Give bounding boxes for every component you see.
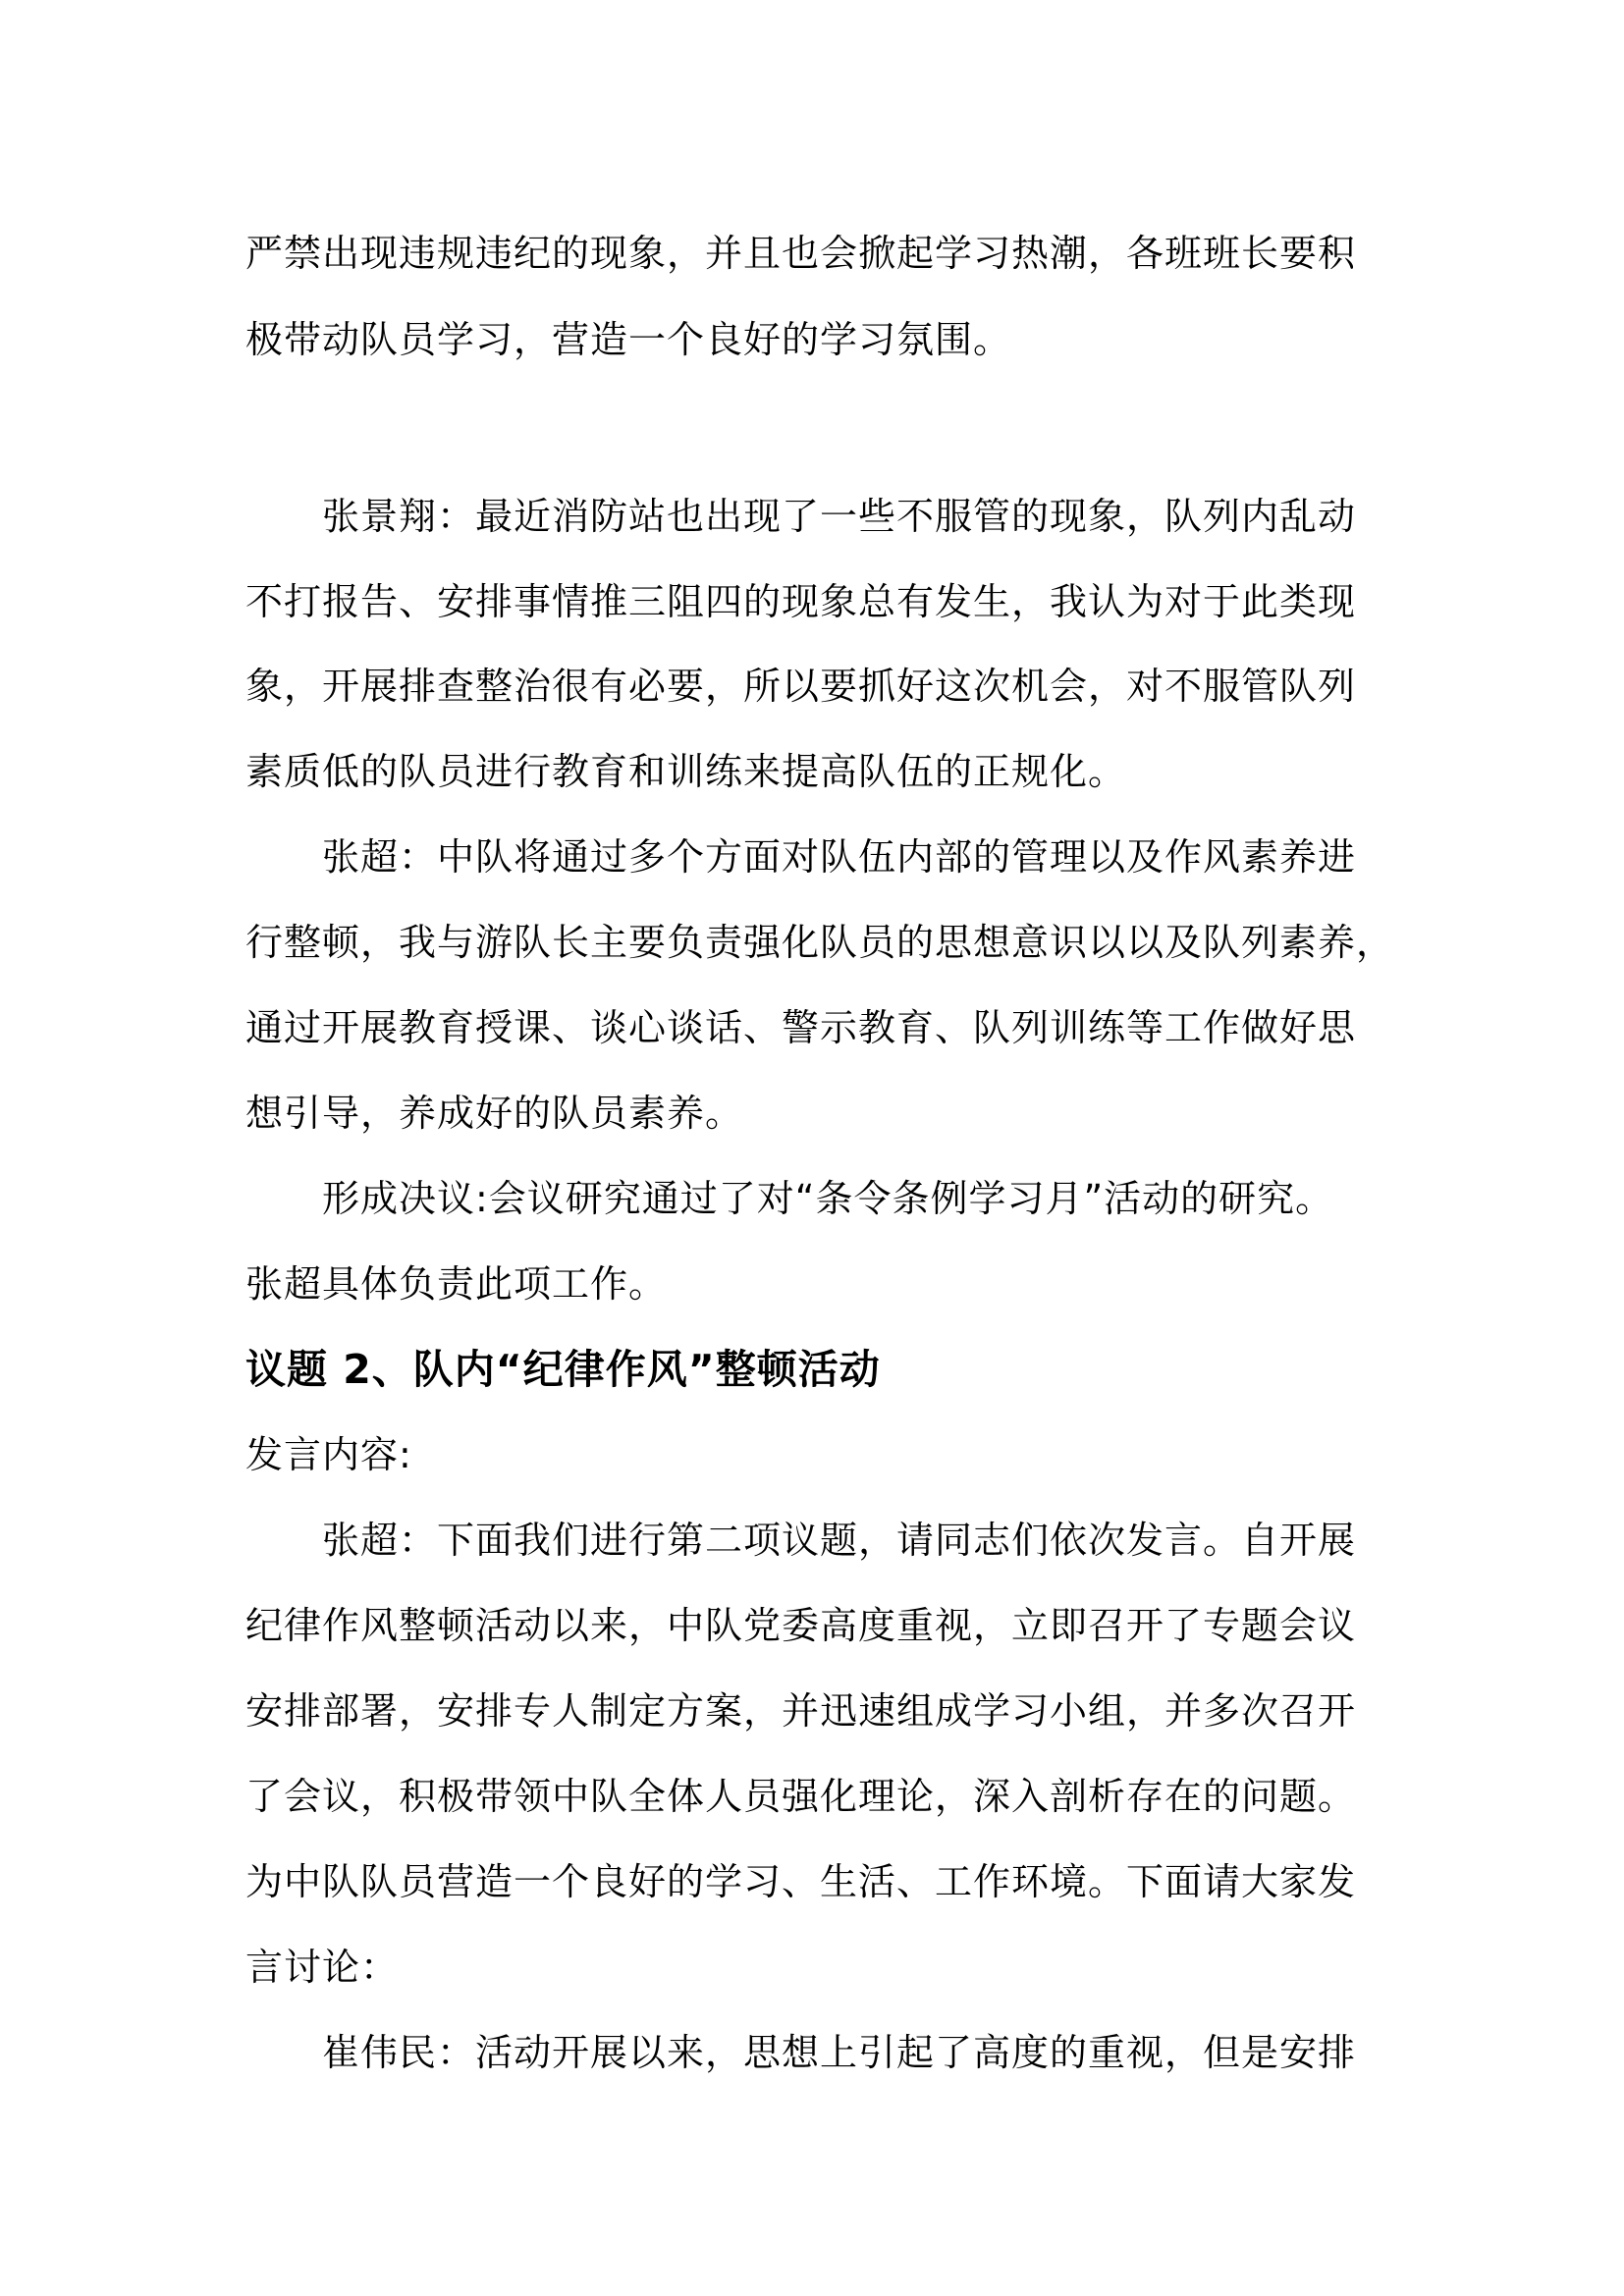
paragraph-line: 为中队队员营造一个良好的学习、生活、工作环境。下面请大家发 [245,1860,1357,1903]
speech-label: 发言内容: [245,1433,412,1476]
paragraph-line: 想引导，养成好的队员素养。 [245,1092,744,1135]
paragraph-line: 张景翔：最近消防站也出现了一些不服管的现象，队列内乱动 [322,495,1357,538]
paragraph-line: 纪律作风整顿活动以来，中队党委高度重视，立即召开了专题会议 [245,1604,1357,1647]
section-heading: 议题 2、队内“纪律作风”整顿活动 [245,1346,881,1393]
paragraph-line: 张超具体负责此项工作。 [245,1262,668,1306]
paragraph-line: 安排部署，安排专人制定方案，并迅速组成学习小组，并多次召开 [245,1689,1357,1733]
paragraph-line: 极带动队员学习，营造一个良好的学习氛围。 [245,318,1012,361]
paragraph-line: 行整顿，我与游队长主要负责强化队员的思想意识以以及队列素养， [245,921,1395,964]
paragraph-line: 言讨论： [245,1946,400,1989]
paragraph-line: 象，开展排查整治很有必要，所以要抓好这次机会，对不服管队列 [245,665,1357,708]
paragraph-line: 张超：中队将通过多个方面对队伍内部的管理以及作风素养进 [322,835,1357,879]
paragraph-line: 素质低的队员进行教育和训练来提高队伍的正规化。 [245,750,1127,793]
paragraph-line: 形成决议:会议研究通过了对“条令条例学习月”活动的研究。 [322,1177,1334,1220]
paragraph-line: 崔伟民：活动开展以来，思想上引起了高度的重视，但是安排 [322,2031,1357,2074]
paragraph-line: 通过开展教育授课、谈心谈话、警示教育、队列训练等工作做好思 [245,1006,1357,1049]
paragraph-line: 严禁出现违规违纪的现象，并且也会掀起学习热潮，各班班长要积 [245,232,1357,275]
paragraph-line: 了会议，积极带领中队全体人员强化理论，深入剖析存在的问题。 [245,1775,1357,1818]
paragraph-line: 张超：下面我们进行第二项议题，请同志们依次发言。自开展 [322,1519,1357,1562]
paragraph-line: 不打报告、安排事情推三阻四的现象总有发生，我认为对于此类现 [245,580,1357,623]
